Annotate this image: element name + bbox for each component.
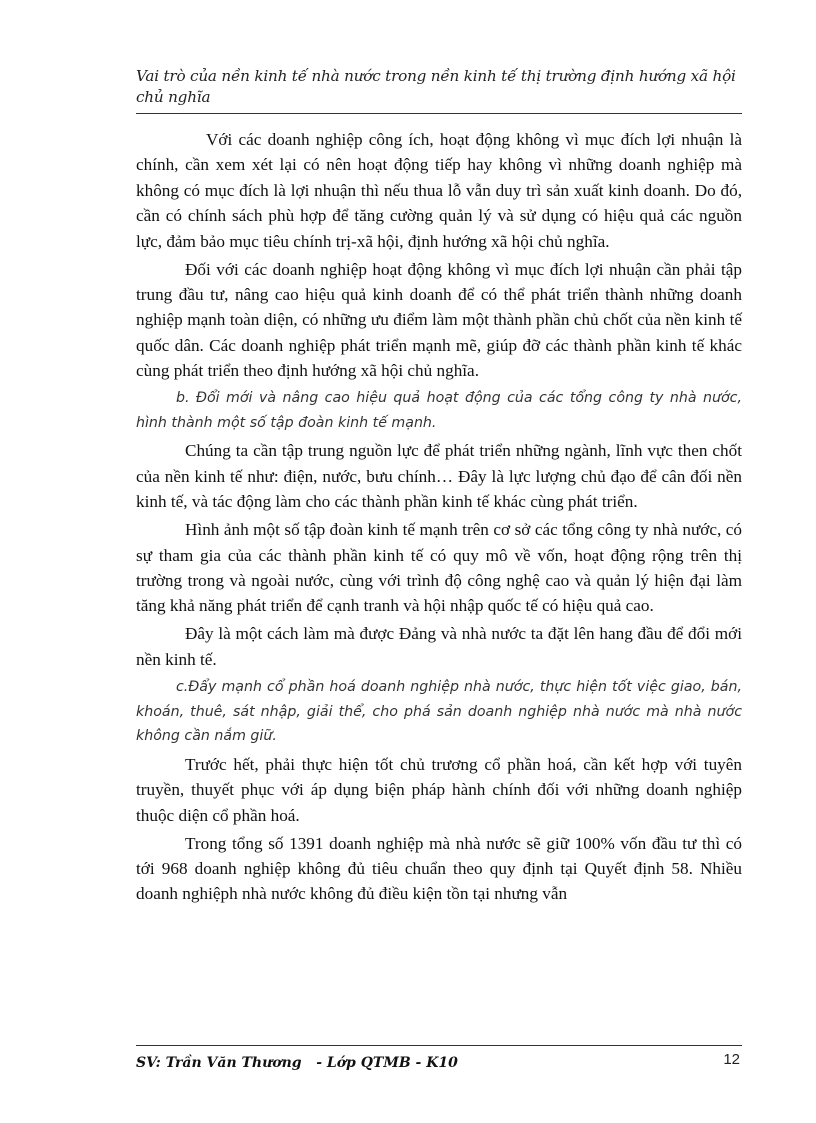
page-header-title: Vai trò của nền kinh tế nhà nước trong nền kinh tế thị trường định hướng xã hội chủ nghĩa [136,67,736,106]
paragraph: Trong tổng số 1391 doanh nghiệp mà nhà nước sẽ giữ 100% vốn đầu tư thì có tới 968 doanh nghiệp không đủ tiêu chuẩn theo quy định tại Quyết định 58. Nhiều doanh nghiệph nhà nước không đủ điều kiện tồn tại nhưng vẫn [136,833,742,904]
paragraph: Trước hết, phải thực hiện tốt chủ trương cổ phần hoá, cần kết hợp với tuyên truyền, thuyết phục với áp dụng biện pháp hành chính đối với những doanh nghiệp thuộc diện cổ phần hoá. [136,754,742,825]
document-body [136,127,742,909]
page-number: 12 [723,1051,740,1068]
paragraph: Đây là một cách làm mà được Đảng và nhà nước ta đặt lên hang đầu để đổi mới nền kinh tế. [136,624,742,669]
subheading: b. Đổi mới và nâng cao hiệu quả hoạt động của các tổng công ty nhà nước, hình thành một số tập đoàn kinh tế mạnh. [136,390,742,432]
paragraph: Chúng ta cần tập trung nguồn lực để phát triển những ngành, lĩnh vực then chốt của nền kinh tế như: điện, nước, bưu chính… Đây là lực lượng chủ đạo để cân đối nền kinh tế, và tác động làm cho các thành phần kinh tế khác cùng phát triển. [136,441,742,512]
footer-author: SV: Trần Văn Thương - Lớp QTMB - K10 [136,1055,458,1070]
header-divider [136,113,742,114]
subheading: c.Đẩy mạnh cổ phần hoá doanh nghiệp nhà nước, thực hiện tốt việc giao, bán, khoán, thuê, sát nhập, giải thể, cho phá sản doanh nghiệp nhà nước mà nhà nước không cần nắm giữ. [136,678,742,745]
paragraph: Hình ảnh một số tập đoàn kinh tế mạnh trên cơ sở các tổng công ty nhà nước, có sự tham gia của các thành phần kinh tế có quy mô về vốn, hoạt động rộng trên thị trường trong và ngoài nước, cùng với trình độ công nghệ cao và quản lý hiện đại làm tăng khả năng phát triển để cạnh tranh và hội nhập quốc tế có hiệu quả cao. [136,520,742,616]
paragraph: Với các doanh nghiệp công ích, hoạt động không vì mục đích lợi nhuận là chính, cần xem xét lại có nên hoạt động tiếp hay không vì những doanh nghiệp mà không có mục đích là lợi nhuận thì nếu thua lỗ vẫn duy trì sản xuất kinh doanh. Do đó, cần có chính sách phù hợp để tăng cường quản lý và sử dụng có hiệu quả các nguồn lực, đảm bảo mục tiêu chính trị-xã hội, định hướng xã hội chủ nghĩa. [136,130,742,251]
paragraph: Đối với các doanh nghiệp hoạt động không vì mục đích lợi nhuận cần phải tập trung đầu tư, nâng cao hiệu quả kinh doanh để có thể phát triển thành những doanh nghiệp mạnh toàn diện, có những ưu điểm làm một thành phần chủ chốt của nền kinh tế quốc dân. Các doanh nghiệp phát triển mạnh mẽ, giúp đỡ các thành phần kinh tế khác cùng phát triển theo định hướng xã hội chủ nghĩa. [136,259,742,381]
footer-divider [136,1045,742,1046]
